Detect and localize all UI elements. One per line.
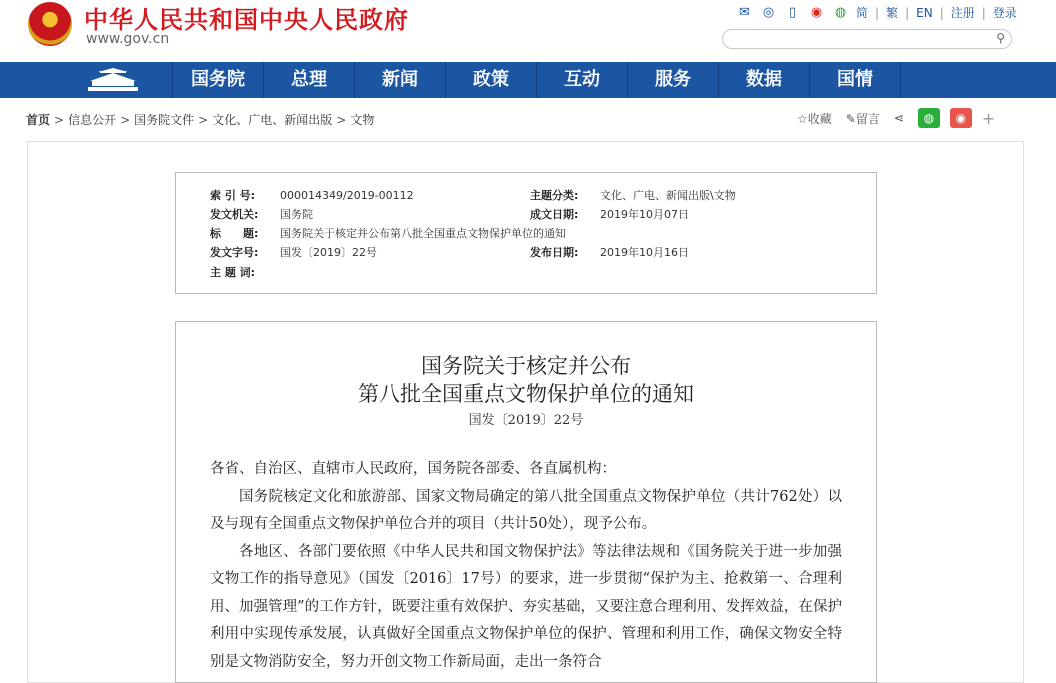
tiananmen-logo-icon[interactable] bbox=[86, 68, 140, 92]
meta-issuer: 发文机关: 国务院 bbox=[210, 208, 313, 221]
site-title[interactable]: 中华人民共和国中央人民政府 bbox=[84, 5, 409, 34]
comment-button[interactable] bbox=[846, 110, 880, 127]
chevron-right-icon: > bbox=[120, 113, 131, 127]
wechat-icon[interactable]: ◍ bbox=[834, 5, 847, 20]
top-toolbar bbox=[736, 4, 1017, 21]
meta-category: 主题分类: 文化、广电、新闻出版\文物 bbox=[530, 189, 736, 202]
nav-item-news[interactable]: 新闻 bbox=[354, 62, 445, 98]
weibo-share-icon[interactable]: ◉ bbox=[950, 108, 972, 128]
paragraph: 国务院核定文化和旅游部、国家文物局确定的第八批全国重点文物保护单位（共计762处）以及与现有全国重点文物保护单位合并的项目（共计50处），现予公布。 bbox=[210, 488, 842, 532]
nav-item-policy[interactable]: 政策 bbox=[445, 62, 536, 98]
separator: | bbox=[981, 5, 986, 20]
nav-item-interaction[interactable]: 互动 bbox=[536, 62, 627, 98]
meta-index: 索 引 号: 000014349/2019-00112 bbox=[210, 189, 414, 202]
share-toolbar bbox=[797, 108, 995, 128]
search-input[interactable] bbox=[722, 29, 1012, 49]
weibo-icon[interactable]: ◉ bbox=[810, 5, 823, 20]
message-icon[interactable]: ◎ bbox=[762, 5, 775, 20]
meta-keywords: 主 题 词: bbox=[210, 266, 256, 279]
nav-item-national-info[interactable]: 国情 bbox=[809, 62, 901, 98]
login-link[interactable]: 登录 bbox=[992, 6, 1017, 20]
favorite-label: 收藏 bbox=[807, 111, 832, 126]
document-title-line1: 国务院关于核定并公布 bbox=[421, 354, 631, 378]
breadcrumb-item[interactable]: 国务院文件 bbox=[134, 113, 195, 127]
document-title-line2: 第八批全国重点文物保护单位的通知 bbox=[358, 382, 694, 406]
share-icon[interactable]: ⋖ bbox=[893, 111, 904, 125]
site-url[interactable]: www.gov.cn bbox=[86, 31, 170, 47]
paragraph: 各地区、各部门要依照《中华人民共和国文物保护法》等法律法规和《国务院关于进一步加强文物工作的指导意见》（国发〔2016〕17号）的要求，进一步贯彻“保护为主、抢救第一、合理利用、加强管理”的工作方针，既要注重有效保护、夯实基础，又要注意合理利用、发挥效益，在保护利用中实现传承发展，认真做好全国重点文物保护单位的保护、管理和利用工作，确保文物安全特别是文物消防安全，努力开创文物工作新局面，走出一条符合 bbox=[210, 543, 842, 670]
star-icon: ☆ bbox=[797, 111, 808, 126]
lang-en-link[interactable]: EN bbox=[916, 5, 933, 20]
breadcrumb-item[interactable]: 信息公开 bbox=[68, 113, 117, 127]
lang-traditional-link[interactable]: 繁 bbox=[886, 6, 899, 20]
nav-item-state-council[interactable]: 国务院 bbox=[172, 62, 263, 98]
main-nav bbox=[0, 62, 1056, 98]
breadcrumb bbox=[26, 111, 374, 128]
chevron-right-icon: > bbox=[198, 113, 209, 127]
nav-item-services[interactable]: 服务 bbox=[627, 62, 718, 98]
mail-icon[interactable]: ✉ bbox=[739, 5, 750, 20]
document-metadata bbox=[175, 172, 877, 294]
separator: | bbox=[905, 5, 910, 20]
meta-title: 标 题: 国务院关于核定并公布第八批全国重点文物保护单位的通知 bbox=[210, 227, 566, 240]
breadcrumb-home[interactable]: 首页 bbox=[26, 113, 51, 127]
pencil-icon: ✎ bbox=[845, 111, 856, 126]
chevron-right-icon: > bbox=[54, 113, 65, 127]
register-link[interactable]: 注册 bbox=[950, 6, 975, 20]
separator: | bbox=[875, 5, 880, 20]
nav-item-data[interactable]: 数据 bbox=[718, 62, 809, 98]
meta-doc-no: 发文字号: 国发〔2019〕22号 bbox=[210, 246, 377, 259]
lang-simplified-link[interactable]: 简 bbox=[856, 6, 869, 20]
salutation: 各省、自治区、直辖市人民政府，国务院各部委、各直属机构： bbox=[210, 461, 616, 477]
document-body bbox=[175, 321, 877, 683]
site-header bbox=[0, 0, 1056, 62]
separator: | bbox=[939, 5, 944, 20]
document-text bbox=[210, 456, 842, 676]
national-emblem-icon[interactable] bbox=[28, 2, 72, 46]
search-icon[interactable]: ⚲ bbox=[996, 31, 1005, 45]
favorite-button[interactable] bbox=[797, 110, 832, 127]
document-number: 国发〔2019〕22号 bbox=[468, 413, 584, 428]
mobile-icon[interactable]: ▯ bbox=[788, 5, 797, 20]
breadcrumb-item[interactable]: 文物 bbox=[350, 113, 375, 127]
nav-items bbox=[172, 62, 901, 98]
more-share-icon[interactable]: + bbox=[981, 108, 996, 128]
nav-item-premier[interactable]: 总理 bbox=[263, 62, 354, 98]
chevron-right-icon: > bbox=[336, 113, 347, 127]
meta-created: 成文日期: 2019年10月07日 bbox=[530, 208, 689, 221]
wechat-share-icon[interactable]: ◍ bbox=[918, 108, 940, 128]
meta-published: 发布日期: 2019年10月16日 bbox=[530, 246, 689, 259]
comment-label: 留言 bbox=[855, 111, 880, 126]
breadcrumb-item[interactable]: 文化、广电、新闻出版 bbox=[212, 113, 333, 127]
